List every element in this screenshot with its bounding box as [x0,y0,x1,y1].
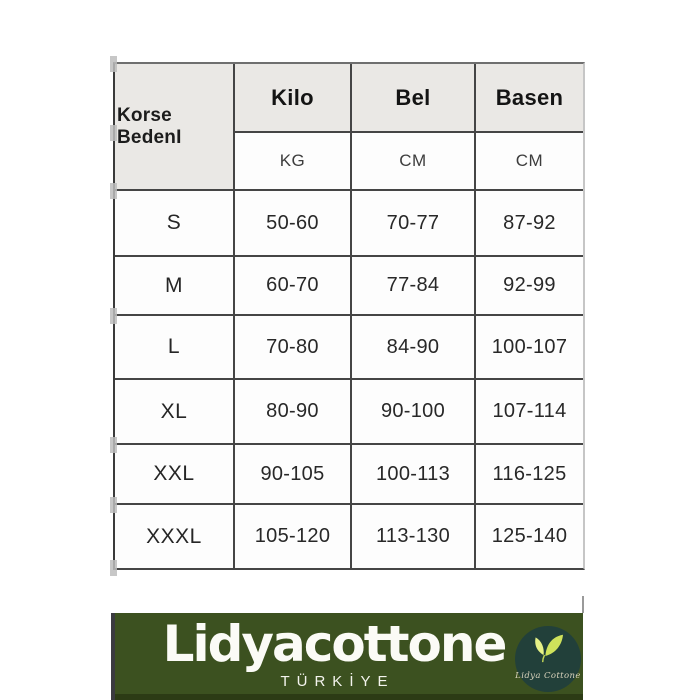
brand-footer [115,613,583,700]
corner-header-cell: Korse BedenI [115,64,235,191]
bel-cell: 70-77 [352,191,476,257]
edge-artifact [582,596,584,613]
logo-wordmark: Lidya Cottone [515,671,581,681]
bel-cell: 84-90 [352,316,476,380]
kilo-cell: 70-80 [235,316,352,380]
unit-cell-cm-basen: CM [476,133,583,191]
column-header-basen: Basen [476,64,583,133]
bel-cell: 100-113 [352,445,476,505]
edge-artifact [110,437,117,453]
size-cell: XXL [115,445,235,505]
brand-country: TÜRKİYE [280,673,395,690]
basen-cell: 125-140 [491,525,568,547]
size-cell: XXXL [115,505,235,568]
size-cell: L [115,316,235,380]
brand-name: Lidyacottone [162,615,506,673]
edge-artifact [110,308,117,324]
basen-cell: 87-92 [476,191,583,257]
column-header-bel: Bel [352,64,476,133]
edge-artifact [110,497,117,513]
leaf-icon [528,633,568,663]
bel-cell: 77-84 [352,257,476,316]
size-cell: S [115,191,235,257]
edge-artifact [110,560,117,576]
edge-artifact [110,183,117,199]
basen-cell: 107-114 [476,380,583,445]
basen-cell: 116-125 [476,445,583,505]
basen-cell: 92-99 [476,257,583,316]
basen-cell: 100-107 [476,316,583,380]
edge-artifact [110,125,117,141]
column-header-kilo: Kilo [235,64,352,133]
size-table [113,62,585,570]
bel-cell: 113-130 [352,505,476,568]
size-cell: M [115,257,235,316]
size-cell: XL [115,380,235,445]
unit-cell-kg: KG [235,133,352,191]
brand-logo [515,626,581,692]
kilo-cell: 105-120 [235,505,352,568]
edge-artifact [110,56,117,72]
kilo-cell: 50-60 [235,191,352,257]
kilo-cell: 80-90 [235,380,352,445]
kilo-cell: 60-70 [235,257,352,316]
kilo-cell: 90-105 [235,445,352,505]
unit-cell-cm-bel: CM [352,133,476,191]
bel-cell: 90-100 [352,380,476,445]
